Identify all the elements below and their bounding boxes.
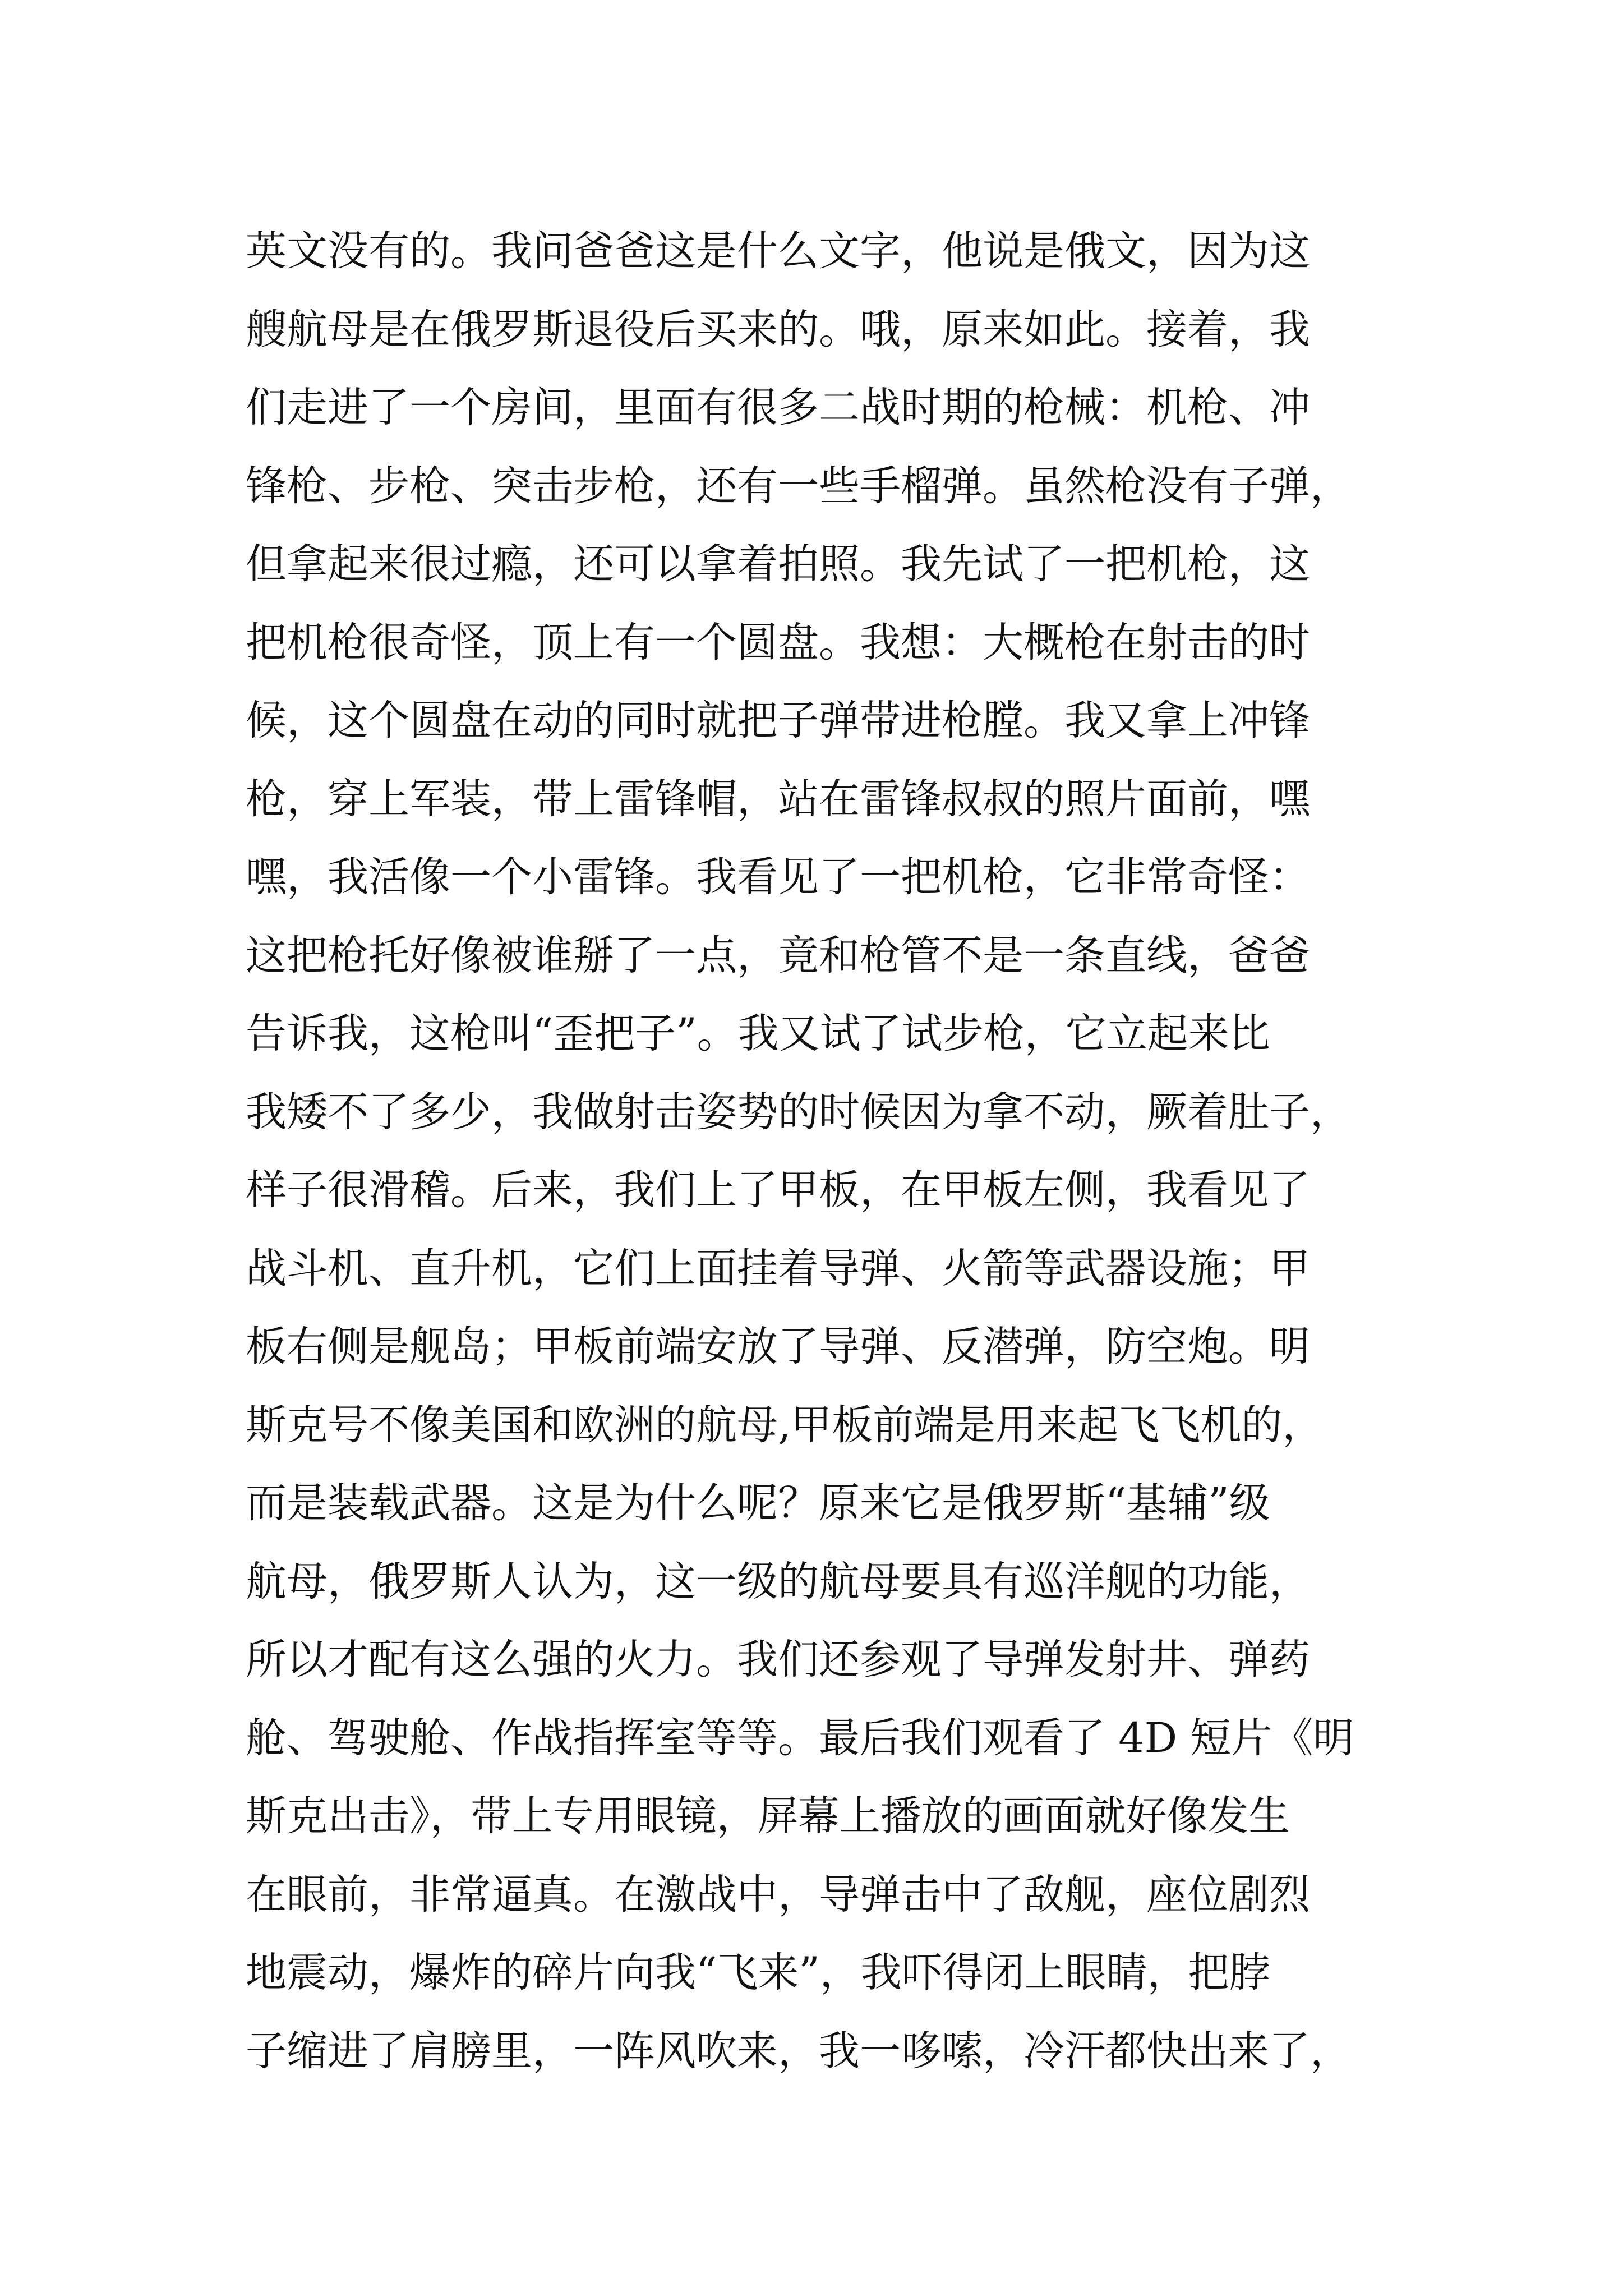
- text-line: 嘿，我活像一个小雷锋。我看见了一把机枪，它非常奇怪：: [246, 853, 1310, 901]
- text-line: 子缩进了肩膀里，一阵风吹来，我一哆嗦，冷汗都快出来了，: [246, 2027, 1351, 2075]
- text-line: 这把枪托好像被谁掰了一点，竟和枪管不是一条直线，爸爸: [246, 931, 1310, 979]
- text-line: 而是装载武器。这是为什么呢？原来它是俄罗斯“基辅”级: [246, 1479, 1270, 1527]
- text-line: 所以才配有这么强的火力。我们还参观了导弹发射井、弹药: [246, 1636, 1310, 1683]
- text-line: 枪，穿上军装，带上雷锋帽，站在雷锋叔叔的照片面前，嘿: [246, 775, 1310, 823]
- text-line: 舱、驾驶舱、作战指挥室等等。最后我们观看了 4D 短片《明: [246, 1714, 1354, 1762]
- text-line: 锋枪、步枪、突击步枪，还有一些手榴弹。虽然枪没有子弹，: [246, 462, 1351, 510]
- text-line: 航母，俄罗斯人认为，这一级的航母要具有巡洋舰的功能，: [246, 1557, 1310, 1605]
- text-line: 艘航母是在俄罗斯退役后买来的。哦，原来如此。接着，我: [246, 305, 1310, 353]
- text-line: 把机枪很奇怪，顶上有一个圆盘。我想：大概枪在射击的时: [246, 618, 1310, 666]
- text-line: 英文没有的。我问爸爸这是什么文字，他说是俄文，因为这: [246, 227, 1310, 275]
- text-line: 战斗机、直升机，它们上面挂着导弹、火箭等武器设施；甲: [246, 1244, 1310, 1292]
- text-line: 但拿起来很过瘾，还可以拿着拍照。我先试了一把机枪，这: [246, 540, 1310, 588]
- body-text: [246, 212, 1378, 2090]
- text-line: 板右侧是舰岛；甲板前端安放了导弹、反潜弹，防空炮。明: [246, 1323, 1310, 1370]
- text-line: 我矮不了多少，我做射击姿势的时候因为拿不动，厥着肚子，: [246, 1088, 1351, 1136]
- text-line: 告诉我，这枪叫“歪把子”。我又试了试步枪，它立起来比: [246, 1010, 1270, 1057]
- text-line: 在眼前，非常逼真。在激战中，导弹击中了敌舰，座位剧烈: [246, 1870, 1310, 1918]
- text-line: 斯克出击》，带上专用眼镜，屏幕上播放的画面就好像发生: [246, 1792, 1290, 1840]
- text-line: 们走进了一个房间，里面有很多二战时期的枪械：机枪、冲: [246, 384, 1310, 431]
- text-line: 候，这个圆盘在动的同时就把子弹带进枪膛。我又拿上冲锋: [246, 697, 1310, 744]
- text-line: 地震动，爆炸的碎片向我“飞来”，我吓得闭上眼睛，把脖: [246, 1949, 1270, 1996]
- text-line: 样子很滑稽。后来，我们上了甲板，在甲板左侧，我看见了: [246, 1166, 1310, 1214]
- text-line: 斯克号不像美国和欧洲的航母,甲板前端是用来起飞飞机的，: [246, 1401, 1324, 1449]
